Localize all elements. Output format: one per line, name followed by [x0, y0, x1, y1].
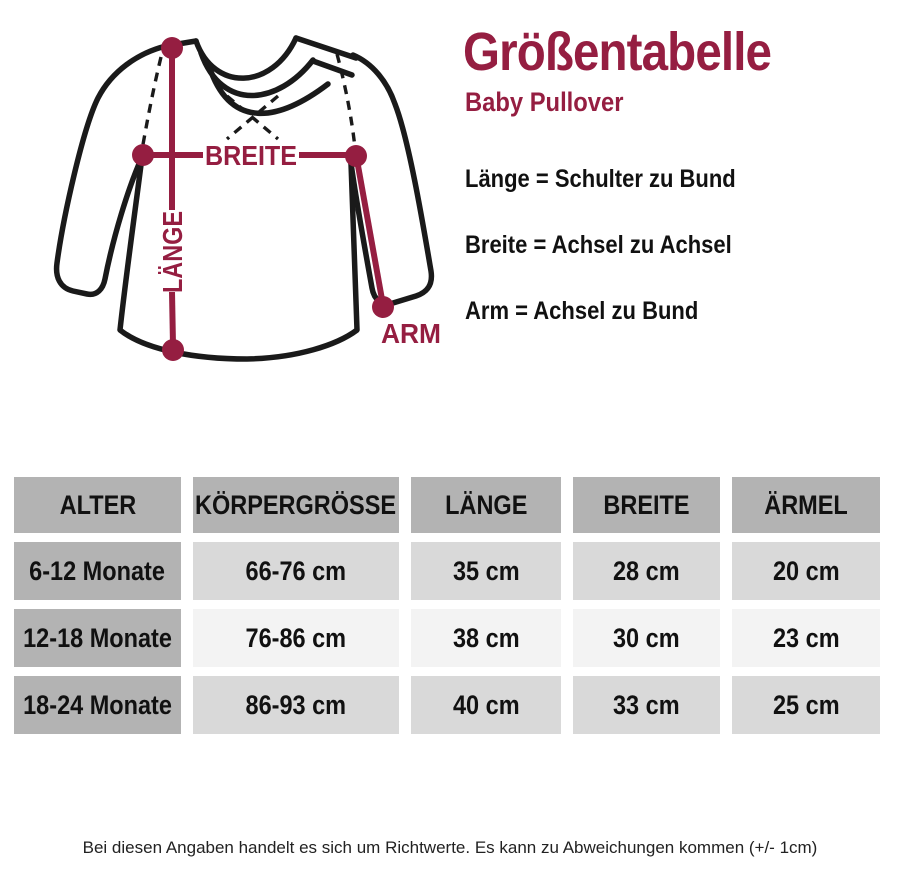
cuff-dot — [372, 296, 394, 318]
table-cell: 33 cm — [573, 676, 720, 734]
table-cell-age: 12-18 Monate — [14, 609, 181, 667]
collar — [196, 38, 328, 113]
definition-laenge: Länge = Schulter zu Bund — [465, 165, 736, 193]
sweater-diagram — [0, 0, 460, 380]
right-armpit-dot — [345, 145, 367, 167]
definition-arm: Arm = Achsel zu Bund — [465, 297, 699, 325]
table-cell: 30 cm — [573, 609, 720, 667]
title-block — [463, 24, 813, 118]
shoulder-dot — [161, 37, 183, 59]
page-title: Größentabelle — [463, 22, 772, 82]
arm-label: ARM — [381, 318, 441, 349]
laenge-line-bottom — [172, 292, 173, 345]
size-table — [14, 477, 880, 734]
table-cell: 66-76 cm — [193, 542, 399, 600]
table-cell: 38 cm — [411, 609, 561, 667]
table-header-aermel: ÄRMEL — [732, 477, 880, 533]
page-subtitle: Baby Pullover — [465, 86, 624, 117]
table-cell: 40 cm — [411, 676, 561, 734]
table-header-alter: ALTER — [14, 477, 181, 533]
disclaimer-footnote: Bei diesen Angaben handelt es sich um Richtwerte. Es kann zu Abweichungen kommen (+/- 1cm) — [82, 838, 818, 857]
table-cell: 76-86 cm — [193, 609, 399, 667]
left-armpit-dot — [132, 144, 154, 166]
left-raglan-seam — [142, 57, 161, 150]
shoulder-flap — [296, 38, 356, 58]
table-cell: 86-93 cm — [193, 676, 399, 734]
table-cell: 20 cm — [732, 542, 880, 600]
hem-dot — [162, 339, 184, 361]
table-header-breite: BREITE — [573, 477, 720, 533]
measurement-definitions — [465, 165, 773, 363]
table-cell: 35 cm — [411, 542, 561, 600]
shoulder-flap-inner — [313, 61, 352, 75]
table-cell-age: 6-12 Monate — [14, 542, 181, 600]
laenge-label: LÄNGE — [157, 195, 188, 293]
table-header-laenge: LÄNGE — [411, 477, 561, 533]
table-cell: 28 cm — [573, 542, 720, 600]
table-cell-age: 18-24 Monate — [14, 676, 181, 734]
table-cell: 23 cm — [732, 609, 880, 667]
definition-breite: Breite = Achsel zu Achsel — [465, 231, 732, 259]
table-cell: 25 cm — [732, 676, 880, 734]
table-header-koerpergroesse: KÖRPERGRÖSSE — [193, 477, 399, 533]
breite-label: BREITE — [205, 140, 297, 171]
